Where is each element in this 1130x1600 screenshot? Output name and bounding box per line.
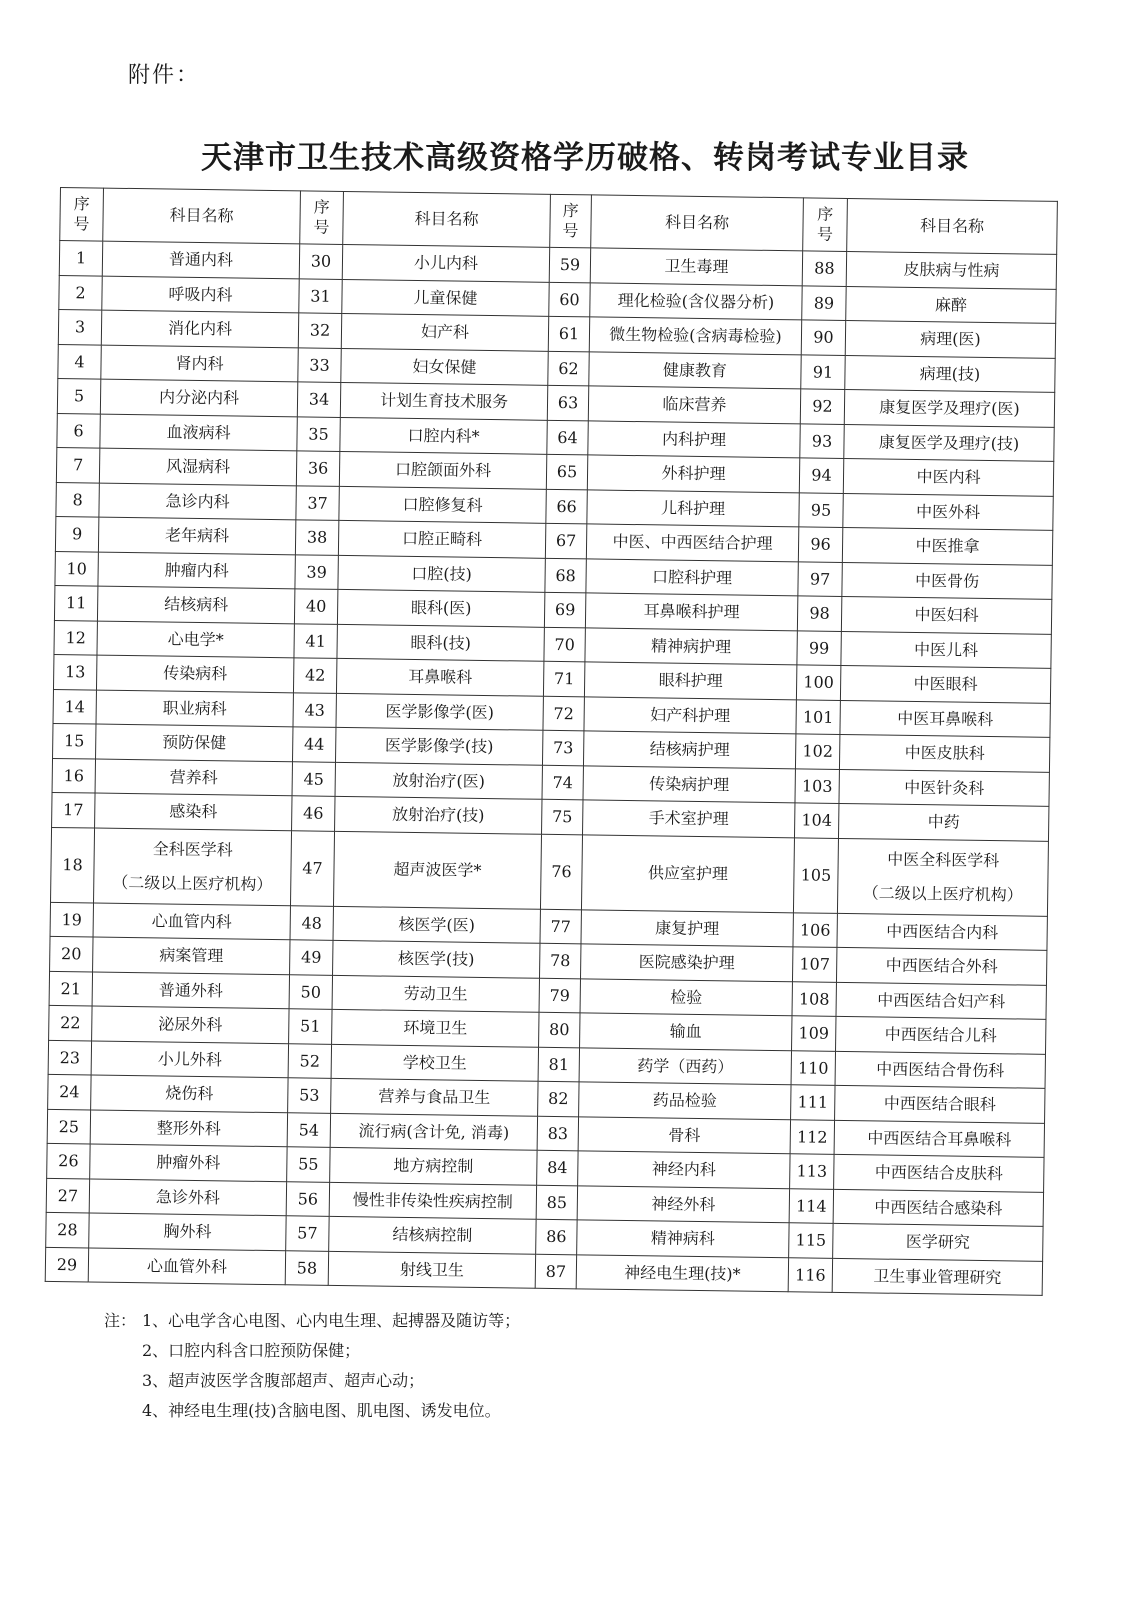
subject-cell: 口腔内科* — [340, 417, 547, 454]
subject-cell: 药品检验 — [579, 1082, 791, 1119]
seq-cell: 71 — [543, 661, 584, 696]
seq-header-top: 序 — [562, 201, 579, 221]
table-body — [45, 241, 1056, 1296]
subject-cell: 供应室护理 — [581, 834, 794, 912]
subject-cell: 结核病科 — [97, 586, 294, 623]
seq-cell: 96 — [798, 527, 842, 562]
seq-cell: 23 — [48, 1040, 91, 1075]
subject-cell: 中医妇科 — [841, 596, 1051, 633]
subject-cell — [94, 828, 292, 906]
subject-line: （二级以上医疗机构） — [862, 882, 1023, 905]
seq-cell: 105 — [793, 837, 838, 913]
subject-cell: 口腔修复科 — [339, 486, 546, 523]
seq-cell: 19 — [50, 902, 93, 937]
seq-cell: 32 — [298, 313, 341, 348]
seq-cell: 14 — [53, 689, 96, 724]
seq-cell: 56 — [286, 1181, 329, 1216]
subject-cell: 肿瘤外科 — [90, 1144, 287, 1181]
subject-cell: 结核病护理 — [583, 731, 795, 768]
page-title: 天津市卫生技术高级资格学历破格、转岗考试专业目录 — [201, 140, 969, 176]
seq-cell: 6 — [57, 413, 100, 448]
subject-cell: 结核病控制 — [329, 1216, 536, 1253]
seq-cell: 40 — [294, 589, 337, 624]
subject-cell: 皮肤病与性病 — [846, 251, 1056, 288]
seq-cell: 93 — [800, 423, 844, 458]
subject-cell: 口腔(技) — [338, 555, 545, 592]
subject-cell: 中医针灸科 — [839, 769, 1049, 806]
seq-cell: 42 — [293, 658, 336, 693]
subject-cell: 小儿内科 — [342, 244, 549, 281]
subject-cell: 超声波医学* — [333, 831, 541, 909]
subject-cell: 中西医结合儿科 — [836, 1016, 1046, 1053]
subject-cell: 小儿外科 — [91, 1041, 288, 1078]
subject-cell: 中西医结合眼科 — [835, 1085, 1045, 1122]
seq-header-top: 序 — [313, 197, 330, 217]
subject-cell: 心血管内科 — [93, 903, 290, 940]
seq-cell: 99 — [797, 630, 841, 665]
seq-cell: 50 — [289, 974, 332, 1009]
seq-cell: 33 — [298, 347, 341, 382]
seq-cell: 101 — [796, 699, 840, 734]
subject-cell: 中医耳鼻喉科 — [840, 700, 1050, 737]
subject-cell: 中医内科 — [843, 458, 1053, 495]
seq-cell: 68 — [545, 558, 586, 593]
seq-cell: 58 — [285, 1250, 328, 1285]
subject-cell: 检验 — [580, 978, 792, 1015]
subject-cell: 中医眼科 — [840, 665, 1050, 702]
seq-cell: 61 — [548, 316, 589, 351]
seq-cell: 36 — [296, 451, 339, 486]
subject-cell: 妇产科 — [341, 313, 548, 350]
seq-header-top: 序 — [817, 204, 834, 224]
subject-cell: 普通内科 — [102, 241, 299, 278]
name-header: 科目名称 — [103, 188, 301, 244]
subject-cell: 康复护理 — [581, 909, 793, 946]
seq-cell: 31 — [299, 278, 342, 313]
subject-cell: 肾内科 — [101, 345, 298, 382]
seq-header — [803, 198, 848, 252]
subject-line: 全科医学科 — [152, 838, 233, 859]
seq-cell: 87 — [535, 1254, 576, 1289]
subject-cell: 预防保健 — [96, 724, 293, 761]
seq-cell: 5 — [57, 378, 100, 413]
subject-cell: 消化内科 — [101, 310, 298, 347]
subject-cell: 营养与食品卫生 — [331, 1078, 538, 1115]
seq-cell: 25 — [47, 1109, 90, 1144]
subject-cell: 妇女保健 — [341, 348, 548, 385]
subject-cell: 中医皮肤科 — [839, 734, 1049, 771]
subject-cell: 康复医学及理疗(技) — [844, 424, 1054, 461]
note-item: 3、超声波医学含腹部超声、超声心动； — [142, 1371, 425, 1390]
seq-cell: 88 — [802, 251, 846, 286]
subject-cell: 病案管理 — [93, 937, 290, 974]
subject-cell: 心电学* — [97, 621, 294, 658]
seq-cell: 24 — [48, 1074, 91, 1109]
seq-cell: 7 — [56, 447, 99, 482]
seq-cell: 53 — [288, 1078, 331, 1113]
seq-cell: 94 — [799, 458, 843, 493]
seq-cell: 34 — [297, 382, 340, 417]
table-row — [51, 827, 1049, 916]
subject-cell: 中西医结合感染科 — [833, 1189, 1043, 1226]
subject-cell: 耳鼻喉科护理 — [585, 593, 797, 630]
attachment-label: 附件： — [128, 63, 201, 88]
subject-cell: 神经电生理(技)* — [576, 1254, 788, 1291]
seq-cell: 92 — [800, 389, 844, 424]
seq-cell: 22 — [49, 1005, 92, 1040]
subject-cell: 血液病科 — [100, 414, 297, 451]
seq-cell: 13 — [53, 654, 96, 689]
seq-cell: 2 — [59, 275, 102, 310]
subject-cell: 心血管外科 — [88, 1248, 285, 1285]
seq-cell: 115 — [789, 1223, 833, 1258]
subject-cell: 传染病护理 — [583, 765, 795, 802]
seq-cell: 100 — [796, 665, 840, 700]
seq-cell: 29 — [45, 1247, 88, 1282]
notes-lead: 注： — [104, 1311, 137, 1330]
seq-cell: 55 — [287, 1147, 330, 1182]
subject-cell: 感染科 — [95, 793, 292, 830]
seq-cell: 12 — [54, 620, 97, 655]
seq-cell: 97 — [798, 561, 842, 596]
subject-cell: 急诊内科 — [99, 483, 296, 520]
subject-cell: 医学影像学(技) — [335, 727, 542, 764]
subject-cell: 中西医结合耳鼻喉科 — [834, 1120, 1044, 1157]
subject-cell: 传染病科 — [96, 655, 293, 692]
seq-cell: 38 — [295, 520, 338, 555]
seq-cell: 49 — [290, 940, 333, 975]
subject-cell: 医院感染护理 — [581, 944, 793, 981]
seq-cell: 37 — [296, 485, 339, 520]
subject-cell: 地方病控制 — [330, 1147, 537, 1184]
seq-cell: 82 — [538, 1081, 579, 1116]
subject-cell: 眼科护理 — [584, 662, 796, 699]
seq-cell: 30 — [299, 244, 342, 279]
seq-cell: 64 — [547, 420, 588, 455]
subject-cell: 口腔颌面外科 — [339, 451, 546, 488]
seq-cell: 69 — [544, 592, 585, 627]
subject-cell: 放射治疗(医) — [335, 762, 542, 799]
subject-line: （二级以上医疗机构） — [112, 872, 273, 894]
subject-cell: 计划生育技术服务 — [340, 382, 547, 419]
subject-cell: 胸外科 — [89, 1213, 286, 1250]
subject-cell: 慢性非传染性疾病控制 — [329, 1182, 536, 1219]
subject-cell: 精神病科 — [577, 1220, 789, 1257]
seq-cell: 95 — [799, 492, 843, 527]
seq-header-bottom: 号 — [73, 214, 90, 234]
seq-cell: 109 — [792, 1016, 836, 1051]
subject-cell: 肿瘤内科 — [98, 552, 295, 589]
seq-cell: 45 — [292, 761, 335, 796]
seq-cell: 67 — [545, 523, 586, 558]
subject-cell: 中西医结合妇产科 — [836, 982, 1046, 1019]
seq-header — [300, 191, 344, 245]
subject-cell: 神经内科 — [578, 1151, 790, 1188]
seq-cell: 46 — [292, 796, 335, 831]
seq-cell: 72 — [543, 696, 584, 731]
subject-cell: 核医学(技) — [333, 940, 540, 977]
seq-header-top: 序 — [73, 194, 90, 214]
seq-cell: 9 — [55, 516, 98, 551]
seq-cell: 70 — [544, 627, 585, 662]
seq-cell: 15 — [53, 723, 96, 758]
subject-cell: 学校卫生 — [331, 1044, 538, 1081]
seq-cell: 84 — [537, 1150, 578, 1185]
subject-cell: 卫生毒理 — [590, 248, 802, 285]
subject-cell: 神经外科 — [577, 1185, 789, 1222]
seq-cell: 90 — [801, 320, 845, 355]
subject-cell: 口腔科护理 — [586, 558, 798, 595]
subject-cell: 医学影像学(医) — [336, 693, 543, 730]
subject-cell: 烧伤科 — [91, 1075, 288, 1112]
seq-cell: 3 — [58, 309, 101, 344]
subject-cell: 理化检验(含仪器分析) — [590, 282, 802, 319]
subject-cell: 泌尿外科 — [92, 1006, 289, 1043]
seq-cell: 48 — [290, 905, 333, 940]
subject-cell: 儿科护理 — [587, 489, 799, 526]
seq-cell: 28 — [46, 1212, 89, 1247]
subject-line: 中医全科医学科 — [887, 849, 1000, 870]
seq-cell: 81 — [538, 1047, 579, 1082]
seq-cell: 63 — [547, 385, 588, 420]
seq-cell: 113 — [790, 1154, 834, 1189]
subject-cell: 中医儿科 — [841, 631, 1051, 668]
seq-cell: 104 — [794, 803, 838, 838]
seq-cell: 80 — [539, 1012, 580, 1047]
subject-cell: 流行病(含计免, 消毒) — [330, 1113, 537, 1150]
seq-cell: 75 — [542, 799, 583, 834]
note-item — [104, 1306, 520, 1336]
seq-cell: 10 — [55, 551, 98, 586]
seq-cell: 83 — [537, 1116, 578, 1151]
subject-cell: 劳动卫生 — [332, 975, 539, 1012]
seq-cell: 91 — [801, 354, 845, 389]
seq-cell: 85 — [536, 1185, 577, 1220]
seq-cell: 66 — [546, 489, 587, 524]
subject-cell: 老年病科 — [98, 517, 295, 554]
subject-cell: 中西医结合皮肤科 — [834, 1154, 1044, 1191]
subject-cell: 中西医结合骨伤科 — [835, 1051, 1045, 1088]
seq-cell: 106 — [793, 912, 837, 947]
subject-cell: 口腔正畸科 — [338, 520, 545, 557]
seq-cell: 52 — [288, 1043, 331, 1078]
subject-cell: 手术室护理 — [583, 800, 795, 837]
seq-cell: 54 — [287, 1112, 330, 1147]
note-text: 1、心电学含心电图、心内电生理、起搏器及随访等； — [142, 1311, 521, 1330]
note-item: 2、口腔内科含口腔预防保健； — [142, 1341, 361, 1360]
name-header: 科目名称 — [591, 195, 804, 251]
subject-cell: 整形外科 — [90, 1110, 287, 1147]
seq-cell: 1 — [59, 241, 102, 276]
subject-cell: 输血 — [580, 1013, 792, 1050]
seq-cell: 98 — [797, 596, 841, 631]
seq-cell: 110 — [791, 1050, 835, 1085]
seq-cell: 89 — [802, 285, 846, 320]
subject-cell: 眼科(技) — [337, 624, 544, 661]
seq-cell: 11 — [54, 585, 97, 620]
seq-cell: 79 — [539, 978, 580, 1013]
notes-section — [104, 1306, 520, 1426]
seq-cell: 47 — [290, 830, 334, 906]
seq-cell: 26 — [47, 1143, 90, 1178]
seq-cell: 43 — [293, 692, 336, 727]
subject-cell: 外科护理 — [587, 455, 799, 492]
subject-cell: 中医骨伤 — [842, 562, 1052, 599]
seq-header — [60, 188, 104, 242]
seq-cell: 41 — [294, 623, 337, 658]
seq-cell: 18 — [51, 827, 95, 903]
seq-cell: 114 — [789, 1188, 833, 1223]
subject-cell: 急诊外科 — [89, 1179, 286, 1216]
subject-cell — [837, 838, 1048, 916]
seq-cell: 86 — [536, 1219, 577, 1254]
subject-cell: 药学（西药） — [579, 1047, 791, 1084]
subject-cell: 病理(医) — [845, 320, 1055, 357]
subject-cell: 耳鼻喉科 — [336, 658, 543, 695]
seq-cell: 4 — [58, 344, 101, 379]
subject-cell: 微生物检验(含病毒检验) — [589, 317, 801, 354]
subject-cell: 骨科 — [578, 1116, 790, 1153]
subject-cell: 儿童保健 — [342, 279, 549, 316]
subject-cell: 精神病护理 — [585, 627, 797, 664]
seq-cell: 65 — [546, 454, 587, 489]
catalog-table — [45, 187, 1058, 1296]
seq-cell: 116 — [788, 1257, 832, 1292]
note-item: 4、神经电生理(技)含脑电图、肌电图、诱发电位。 — [142, 1401, 501, 1420]
seq-cell: 51 — [289, 1009, 332, 1044]
seq-cell: 73 — [542, 730, 583, 765]
subject-cell: 临床营养 — [588, 386, 800, 423]
subject-cell: 康复医学及理疗(医) — [844, 389, 1054, 426]
seq-cell: 21 — [49, 971, 92, 1006]
seq-cell: 59 — [549, 247, 590, 282]
seq-cell: 62 — [548, 351, 589, 386]
seq-cell: 44 — [293, 727, 336, 762]
seq-cell: 20 — [50, 936, 93, 971]
seq-cell: 103 — [795, 768, 839, 803]
subject-cell: 中医推拿 — [842, 527, 1052, 564]
subject-cell: 内分泌内科 — [100, 379, 297, 416]
subject-cell: 呼吸内科 — [102, 276, 299, 313]
subject-cell: 职业病科 — [96, 690, 293, 727]
subject-cell: 中西医结合外科 — [836, 947, 1046, 984]
seq-cell: 57 — [286, 1216, 329, 1251]
seq-cell: 74 — [542, 765, 583, 800]
seq-cell: 108 — [792, 981, 836, 1016]
subject-cell: 风湿病科 — [99, 448, 296, 485]
name-header: 科目名称 — [343, 191, 551, 247]
seq-cell: 107 — [792, 947, 836, 982]
subject-cell: 眼科(医) — [337, 589, 544, 626]
seq-cell: 60 — [549, 282, 590, 317]
subject-cell: 放射治疗(技) — [335, 796, 542, 833]
subject-cell: 中药 — [838, 803, 1048, 840]
subject-cell: 病理(技) — [845, 355, 1055, 392]
seq-cell: 111 — [791, 1085, 835, 1120]
subject-cell: 核医学(医) — [333, 906, 540, 943]
seq-header — [550, 194, 592, 248]
seq-header-bottom: 号 — [562, 221, 579, 241]
subject-cell: 中西医结合内科 — [837, 913, 1047, 950]
seq-cell: 77 — [540, 909, 581, 944]
seq-cell: 27 — [46, 1178, 89, 1213]
seq-cell: 16 — [52, 758, 95, 793]
seq-cell: 78 — [540, 943, 581, 978]
subject-cell: 卫生事业管理研究 — [832, 1258, 1042, 1295]
subject-cell: 麻醉 — [846, 286, 1056, 323]
subject-cell: 妇产科护理 — [584, 696, 796, 733]
subject-cell: 健康教育 — [589, 351, 801, 388]
subject-cell: 中医外科 — [843, 493, 1053, 530]
subject-cell: 中医、中西医结合护理 — [586, 524, 798, 561]
seq-cell: 17 — [52, 792, 95, 827]
name-header: 科目名称 — [847, 198, 1058, 254]
seq-cell: 112 — [790, 1119, 834, 1154]
seq-cell: 102 — [795, 734, 839, 769]
seq-header-bottom: 号 — [816, 224, 834, 244]
seq-cell: 8 — [56, 482, 99, 517]
subject-cell: 营养科 — [95, 759, 292, 796]
subject-cell: 环境卫生 — [332, 1009, 539, 1046]
seq-header-bottom: 号 — [313, 217, 330, 237]
seq-cell: 39 — [295, 554, 338, 589]
subject-cell: 普通外科 — [92, 972, 289, 1009]
seq-cell: 35 — [297, 416, 340, 451]
subject-cell: 射线卫生 — [328, 1251, 535, 1288]
subject-cell: 医学研究 — [833, 1223, 1043, 1260]
catalog-table-wrapper — [45, 187, 1057, 1296]
seq-cell: 76 — [540, 834, 582, 910]
subject-cell: 内科护理 — [588, 420, 800, 457]
